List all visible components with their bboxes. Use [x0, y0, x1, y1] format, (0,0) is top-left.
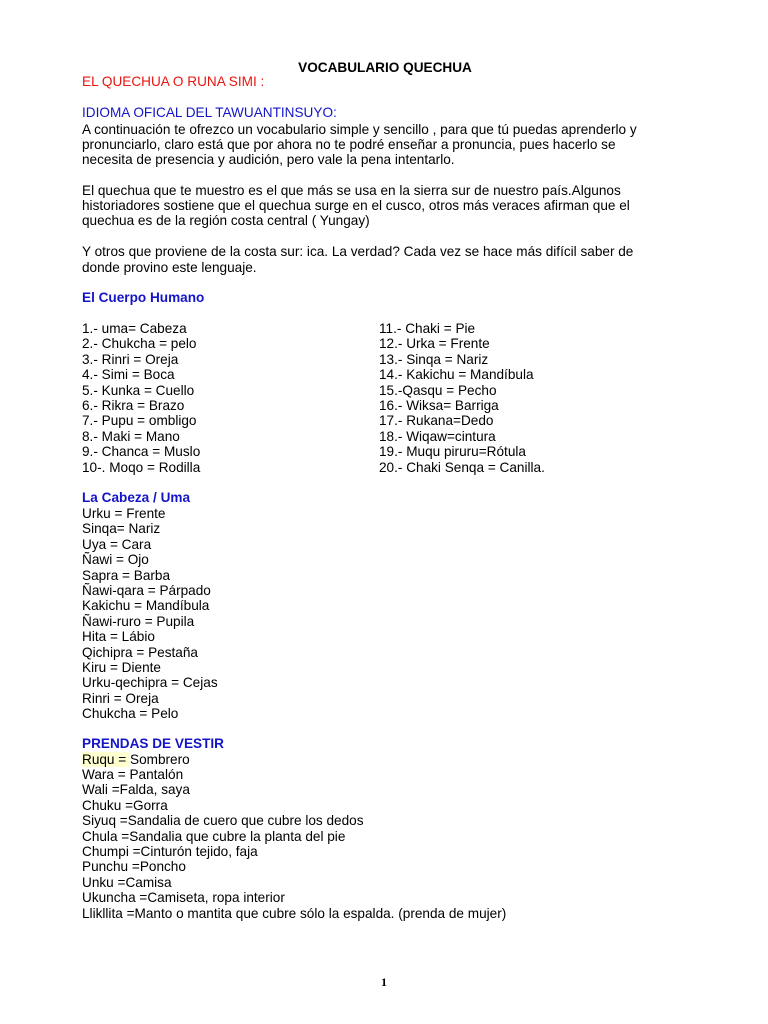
list-item: Chumpi =Cinturón tejido, faja	[82, 844, 258, 859]
list-item: 11.- Chaki = Pie	[379, 321, 476, 336]
list-item: Siyuq =Sandalia de cuero que cubre los dedos	[82, 813, 364, 829]
list-item: 1.- uma= Cabeza	[82, 321, 187, 336]
list-item: 20.- Chaki Senqa = Canilla.	[379, 459, 545, 475]
list-item: 12.- Urka = Frente	[379, 336, 490, 352]
section-heading-cuerpo: El Cuerpo Humano	[82, 290, 205, 305]
list-item: Ukuncha =Camiseta, ropa interior	[82, 890, 285, 906]
list-item: Urku-qechipra = Cejas	[82, 675, 218, 691]
list-item: Kiru = Diente	[82, 660, 161, 675]
page-number: 1	[381, 975, 387, 989]
list-item: 5.- Kunka = Cuello	[82, 382, 195, 398]
list-item	[82, 752, 190, 767]
list-item: 18.- Wiqaw=cintura	[379, 428, 496, 444]
list-item: 7.- Pupu = ombligo	[82, 413, 197, 429]
list-item: Wali =Falda, saya	[82, 782, 190, 798]
list-item: Hita = Lábio	[82, 629, 155, 645]
list-item: 16.- Wiksa= Barriga	[379, 398, 499, 413]
list-item: 9.- Chanca = Muslo	[82, 444, 201, 460]
list-item: 19.- Muqu piruru=Rótula	[379, 444, 526, 460]
section-heading-cabeza: La Cabeza / Uma	[82, 490, 191, 505]
list-item: 4.- Simi = Boca	[82, 367, 175, 383]
list-item: Rinri = Oreja	[82, 690, 159, 706]
list-item: Ñawi-ruro = Pupila	[82, 613, 195, 629]
list-item: 13.- Sinqa = Nariz	[379, 351, 489, 367]
subtitle-idioma-oficial: IDIOMA OFICAL DEL TAWUANTINSUYO:	[82, 105, 337, 120]
term-meaning: Sombrero	[130, 752, 190, 767]
list-item: Qichipra = Pestaña	[82, 644, 198, 660]
list-item: 8.- Maki = Mano	[82, 428, 180, 444]
list-item: Urku = Frente	[82, 506, 166, 521]
list-item: Chukcha = Pelo	[82, 706, 179, 722]
section-heading-prendas: PRENDAS DE VESTIR	[82, 736, 225, 751]
paragraph3-line: donde provino este lenguaje.	[82, 260, 257, 275]
list-item: 10-. Moqo = Rodilla	[82, 459, 201, 475]
list-item: Ñawi = Ojo	[82, 552, 149, 568]
list-item: 2.- Chukcha = pelo	[82, 336, 197, 352]
intro-line: necesita de presencia y audición, pero vale la pena intentarlo.	[82, 152, 455, 167]
list-item: Punchu =Poncho	[82, 859, 186, 875]
subtitle-runa-simi: EL QUECHUA O RUNA SIMI :	[82, 74, 265, 89]
list-item: Kakichu = Mandíbula	[82, 598, 210, 614]
list-item: 15.-Qasqu = Pecho	[379, 382, 497, 398]
highlighted-term: Ruqu =	[82, 752, 130, 767]
list-item: Llikllita =Manto o mantita que cubre sólo la espalda. (prenda de mujer)	[82, 905, 507, 921]
list-item: 3.- Rinri = Oreja	[82, 351, 179, 367]
list-item: Chula =Sandalia que cubre la planta del pie	[82, 828, 346, 844]
list-item: 14.- Kakichu = Mandíbula	[379, 367, 534, 383]
list-item: Chuku =Gorra	[82, 797, 168, 813]
document-title: VOCABULARIO QUECHUA	[298, 60, 472, 75]
list-item: Sapra = Barba	[82, 567, 171, 583]
list-item: 6.- Rikra = Brazo	[82, 398, 185, 413]
paragraph2-line: quechua es de la región costa central ( Yungay)	[82, 213, 370, 228]
list-item: Ñawi-qara = Párpado	[82, 583, 211, 598]
intro-line: pronunciarlo, claro está que por ahora no te podré enseñar a pronuncia, pues hacerlo se	[82, 137, 616, 152]
paragraph3-line: Y otros que proviene de la costa sur: ica. La verdad? Cada vez se hace más difícil saber de	[82, 244, 634, 259]
paragraph2-line: historiadores sostiene que el quechua surge en el cusco, otros más veraces afirman que el	[82, 198, 630, 213]
list-item: Sinqa= Nariz	[82, 521, 161, 537]
intro-line: A continuación te ofrezco un vocabulario simple y sencillo , para que tú puedas aprenderlo y	[82, 122, 637, 137]
paragraph2-line: El quechua que te muestro es el que más se usa en la sierra sur de nuestro país.Algunos	[82, 183, 621, 198]
list-item: 17.- Rukana=Dedo	[379, 413, 494, 429]
list-item: Uya = Cara	[82, 536, 152, 552]
list-item: Wara = Pantalón	[82, 767, 184, 782]
list-item: Unku =Camisa	[82, 874, 172, 890]
